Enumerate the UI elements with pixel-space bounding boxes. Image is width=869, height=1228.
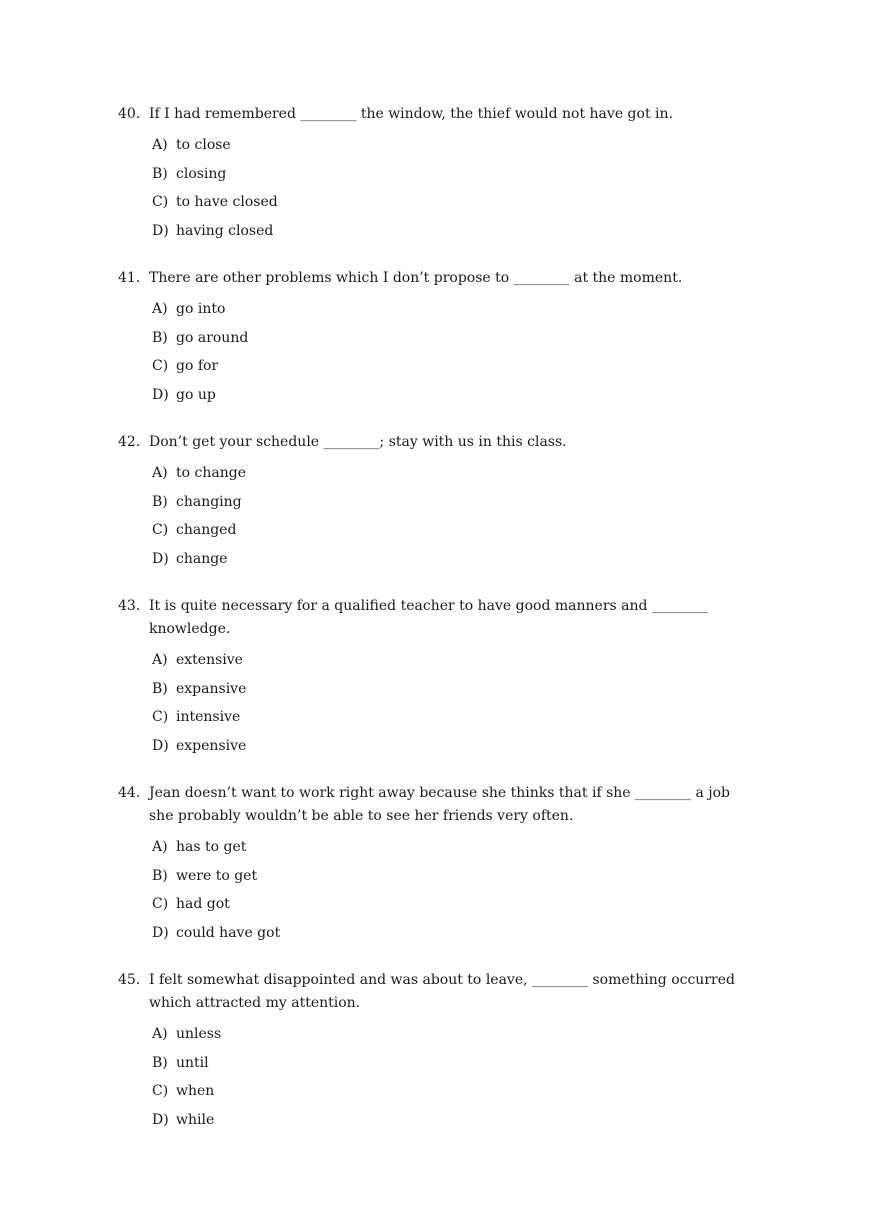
option-letter: D): [152, 924, 169, 941]
option-text: changed: [176, 522, 237, 538]
option-d: [118, 1106, 758, 1135]
option-letter: A): [152, 137, 168, 153]
option-letter: C): [152, 194, 169, 210]
question-number: 44.: [118, 785, 141, 801]
option-letter: B): [152, 329, 168, 346]
option-letter: A): [152, 839, 168, 855]
option-d: [118, 732, 758, 761]
option-text: when: [176, 1083, 215, 1099]
option-a: [118, 833, 758, 862]
option-text: intensive: [176, 709, 241, 725]
option-letter: B): [152, 1054, 168, 1071]
option-b: [118, 324, 758, 353]
option-text: to have closed: [176, 194, 278, 210]
question-stem: [118, 782, 758, 828]
question-45: [118, 969, 758, 1134]
option-letter: B): [152, 165, 168, 182]
option-letter: B): [152, 493, 168, 510]
option-d: [118, 545, 758, 574]
question-stem: [118, 103, 758, 126]
option-letter: A): [152, 465, 168, 481]
option-text: go up: [176, 386, 216, 403]
question-text: It is quite necessary for a qualified teacher to have good manners and ________ knowledge.: [149, 598, 713, 637]
question-44: [118, 782, 758, 947]
question-41: [118, 267, 758, 409]
option-letter: A): [152, 1026, 168, 1042]
question-number: 42.: [118, 434, 141, 450]
option-list: [118, 295, 758, 409]
option-b: [118, 862, 758, 891]
option-letter: C): [152, 522, 169, 538]
option-text: closing: [176, 165, 227, 182]
option-text: while: [176, 1111, 215, 1128]
question-text: Jean doesn’t want to work right away because she thinks that if she ________ a job she probably wouldn’t be able to see her friends very often.: [149, 785, 735, 824]
question-stem: [118, 595, 758, 641]
question-number: 43.: [118, 598, 141, 614]
question-text: If I had remembered ________ the window, the thief would not have got in.: [149, 106, 673, 122]
option-a: [118, 131, 758, 160]
option-letter: B): [152, 867, 168, 884]
option-b: [118, 160, 758, 189]
option-a: [118, 1020, 758, 1049]
question-number: 40.: [118, 106, 141, 122]
option-text: change: [176, 550, 228, 567]
option-letter: C): [152, 1083, 169, 1099]
option-list: [118, 459, 758, 573]
option-text: expansive: [176, 680, 247, 697]
option-text: go around: [176, 329, 249, 346]
option-c: [118, 516, 758, 545]
option-c: [118, 890, 758, 919]
option-text: could have got: [176, 924, 281, 941]
option-c: [118, 703, 758, 732]
option-letter: C): [152, 896, 169, 912]
option-letter: C): [152, 709, 169, 725]
option-a: [118, 295, 758, 324]
option-letter: A): [152, 301, 168, 317]
option-text: expensive: [176, 737, 247, 754]
option-letter: A): [152, 652, 168, 668]
option-text: changing: [176, 493, 242, 510]
option-d: [118, 919, 758, 948]
option-b: [118, 1049, 758, 1078]
option-text: extensive: [176, 652, 243, 668]
option-text: has to get: [176, 839, 247, 855]
option-b: [118, 488, 758, 517]
question-text: There are other problems which I don’t propose to ________ at the moment.: [149, 270, 683, 286]
option-list: [118, 131, 758, 245]
option-text: to change: [176, 465, 246, 481]
question-sheet: [118, 103, 758, 1156]
option-list: [118, 1020, 758, 1134]
question-text: I felt somewhat disappointed and was about to leave, ________ something occurred which attracted my attention.: [149, 972, 740, 1011]
option-d: [118, 217, 758, 246]
question-stem: [118, 267, 758, 290]
option-d: [118, 381, 758, 410]
question-42: [118, 431, 758, 573]
option-c: [118, 1077, 758, 1106]
option-letter: D): [152, 737, 169, 754]
option-text: having closed: [176, 222, 274, 239]
option-text: to close: [176, 137, 231, 153]
option-b: [118, 675, 758, 704]
option-c: [118, 188, 758, 217]
option-letter: D): [152, 386, 169, 403]
question-text: Don’t get your schedule ________; stay with us in this class.: [149, 434, 567, 450]
question-number: 45.: [118, 972, 141, 988]
option-letter: D): [152, 550, 169, 567]
option-letter: D): [152, 222, 169, 239]
option-c: [118, 352, 758, 381]
option-a: [118, 646, 758, 675]
question-43: [118, 595, 758, 760]
option-list: [118, 646, 758, 760]
option-text: were to get: [176, 867, 258, 884]
question-stem: [118, 431, 758, 454]
option-list: [118, 833, 758, 947]
option-text: go for: [176, 358, 219, 374]
question-stem: [118, 969, 758, 1015]
question-number: 41.: [118, 270, 141, 286]
option-a: [118, 459, 758, 488]
option-text: unless: [176, 1026, 222, 1042]
option-text: had got: [176, 896, 230, 912]
option-text: until: [176, 1054, 209, 1071]
option-text: go into: [176, 301, 226, 317]
option-letter: D): [152, 1111, 169, 1128]
option-letter: C): [152, 358, 169, 374]
option-letter: B): [152, 680, 168, 697]
question-40: [118, 103, 758, 245]
